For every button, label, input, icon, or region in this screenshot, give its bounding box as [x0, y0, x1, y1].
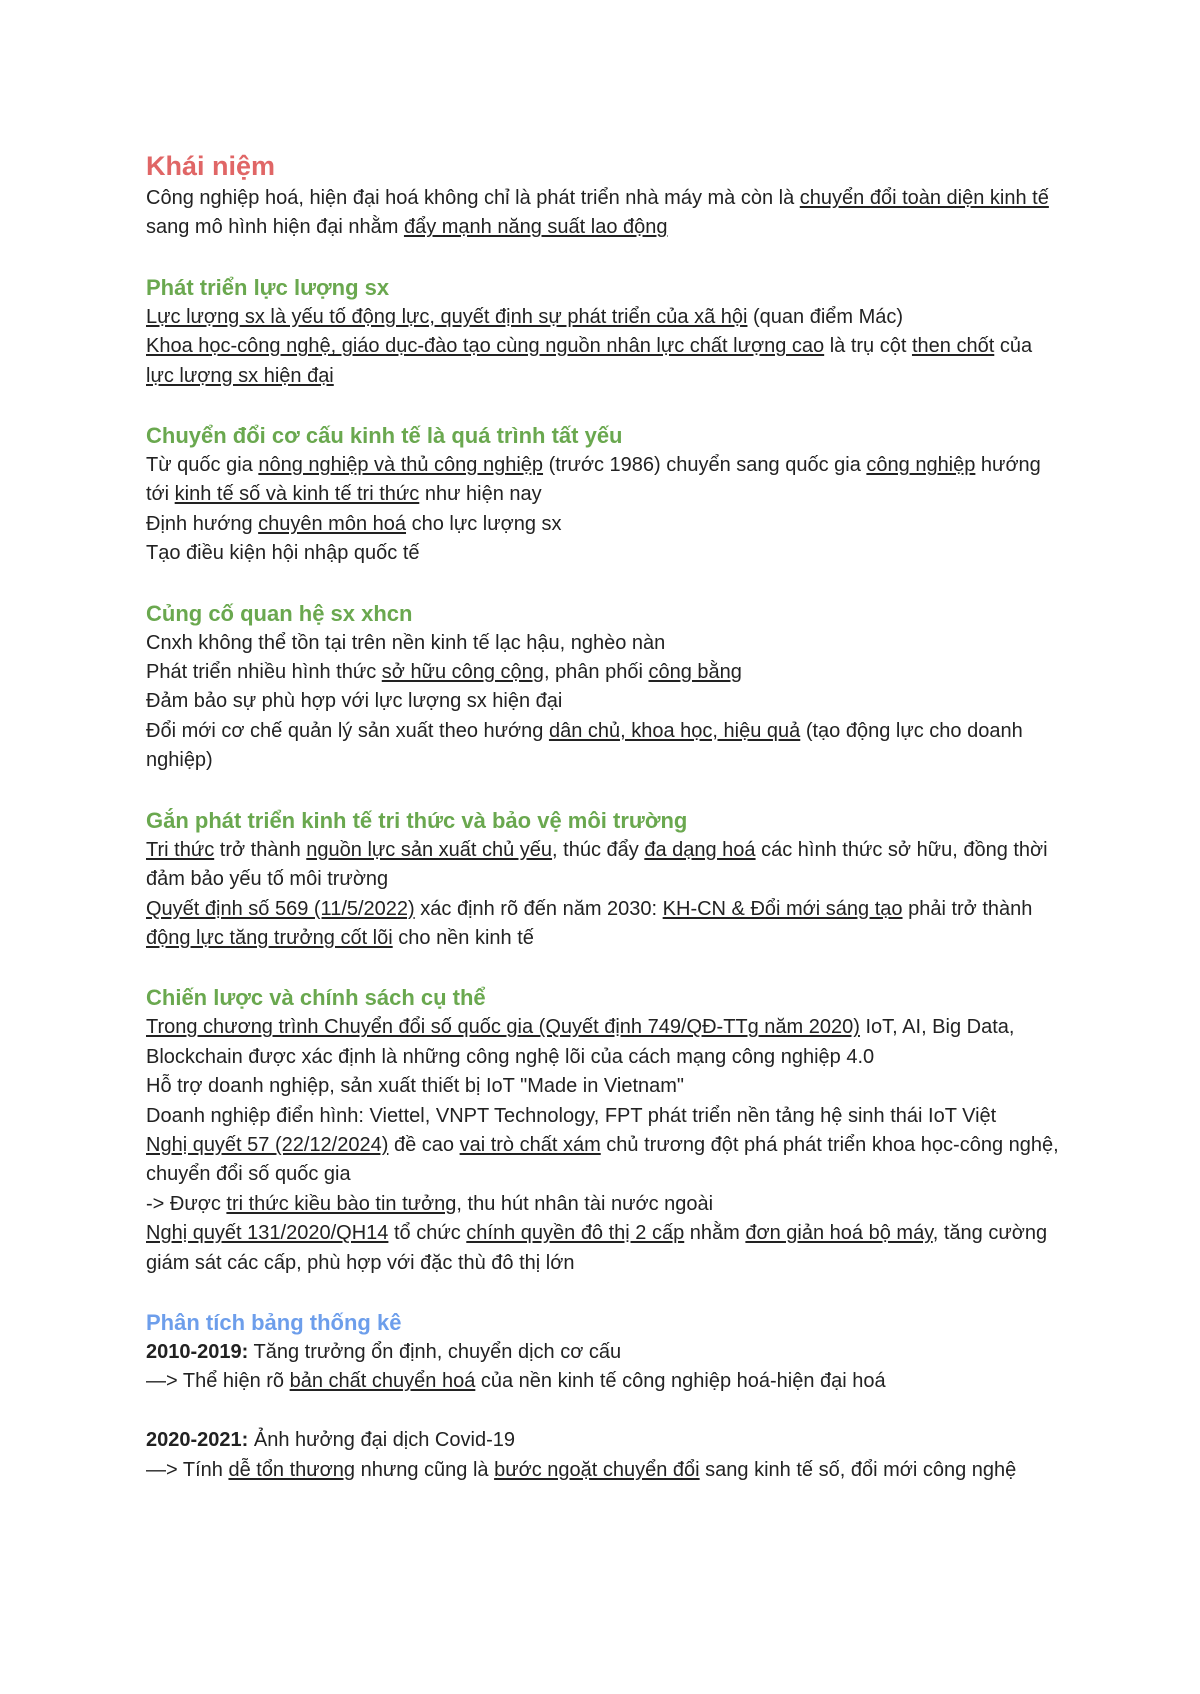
- text-run: , thu hút nhân tài nước ngoài: [456, 1192, 714, 1215]
- section-phan-tich: [146, 1308, 1064, 1485]
- underlined-text: nông nghiệp và thủ công nghiệp: [258, 454, 544, 477]
- paragraph: [146, 303, 1064, 332]
- text-run: —> Tính: [146, 1458, 229, 1481]
- paragraph: [146, 836, 1064, 895]
- section-title: Chuyển đổi cơ cấu kinh tế là quá trình tất yếu: [146, 423, 623, 449]
- text-run: , tăng cường giám sát các cấp, phù hợp với đặc thù đô thị lớn: [146, 1222, 1048, 1274]
- underlined-text: lực lượng sx hiện đại: [146, 364, 334, 387]
- text-run: Phát triển nhiều hình thức: [146, 661, 382, 684]
- paragraph: [146, 1131, 1064, 1190]
- text-run: cho nền kinh tế: [392, 926, 534, 949]
- paragraph: [146, 332, 1064, 391]
- paragraph: [146, 1456, 1064, 1485]
- text-run: sang kinh tế số, đổi mới công nghệ: [699, 1458, 1017, 1481]
- section-chuyen-doi-co-cau: [146, 421, 1064, 569]
- text-run: Ảnh hưởng đại dịch Covid-19: [248, 1429, 515, 1452]
- paragraph: Đảm bảo sự phù hợp với lực lượng sx hiện đại: [146, 690, 563, 713]
- text-run: Đổi mới cơ chế quản lý sản xuất theo hướng: [146, 719, 549, 742]
- text-run: của: [994, 335, 1033, 358]
- paragraph: [146, 1338, 1064, 1367]
- section-title: Củng cố quan hệ sx xhcn: [146, 600, 413, 626]
- underlined-text: Nghị quyết 57 (22/12/2024): [146, 1133, 389, 1156]
- text-run: IoT, AI, Big Data, Blockchain được xác định là những công nghệ lõi của cách mạng công nghiệp 4.0: [146, 1016, 1015, 1068]
- text-run: đề cao: [388, 1133, 460, 1156]
- section-title: Phân tích bảng thống kê: [146, 1309, 402, 1335]
- paragraph: [146, 1013, 1064, 1072]
- underlined-text: dễ tổn thương: [228, 1458, 356, 1481]
- underlined-text: Trong chương trình Chuyển đổi số quốc gia (Quyết định 749/QĐ-TTg năm 2020): [146, 1016, 860, 1039]
- underlined-text: KH-CN & Đổi mới sáng tạo: [662, 897, 903, 920]
- paragraph: [146, 1426, 1064, 1455]
- bold-text: 2020-2021:: [146, 1429, 249, 1452]
- paragraph: [146, 895, 1064, 954]
- text-run: phải trở thành: [902, 897, 1033, 920]
- text-run: trở thành: [214, 838, 307, 861]
- paragraph: Hỗ trợ doanh nghiệp, sản xuất thiết bị IoT "Made in Vietnam": [146, 1075, 685, 1098]
- underlined-text: chuyển đổi toàn diện kinh tế: [799, 187, 1049, 209]
- text-run: tổ chức: [388, 1222, 467, 1245]
- underlined-text: đa dạng hoá: [644, 838, 756, 861]
- underlined-text: kinh tế số và kinh tế tri thức: [174, 483, 420, 506]
- underlined-text: bước ngoặt chuyển đổi: [494, 1458, 700, 1481]
- text-run: các hình thức sở hữu, đồng thời đảm bảo yếu tố môi trường: [146, 838, 1048, 891]
- section-title: Gắn phát triển kinh tế tri thức và bảo vệ môi trường: [146, 807, 688, 833]
- text-run: Định hướng: [146, 512, 259, 535]
- underlined-text: vai trò chất xám: [459, 1133, 601, 1156]
- text-run: là trụ cột: [824, 335, 912, 358]
- text-run: chủ trương đột phá phát triển khoa học-công nghệ, chuyển đổi số quốc gia: [146, 1133, 1059, 1186]
- text-run: -> Được: [146, 1192, 227, 1215]
- section-title: Phát triển lực lượng sx: [146, 274, 390, 300]
- underlined-text: nguồn lực sản xuất chủ yếu: [306, 838, 553, 861]
- text-run: —> Thể hiện rõ: [146, 1370, 290, 1393]
- underlined-text: sở hữu công cộng: [381, 661, 544, 684]
- paragraph: [146, 1219, 1064, 1278]
- underlined-text: chính quyền đô thị 2 cấp: [466, 1222, 685, 1245]
- bold-text: 2010-2019:: [146, 1340, 249, 1363]
- text-run: , phân phối: [543, 661, 649, 684]
- section-luc-luong-sx: [146, 273, 1064, 391]
- underlined-text: động lực tăng trưởng cốt lõi: [146, 926, 393, 949]
- paragraph: [146, 451, 1064, 510]
- underlined-text: đẩy mạnh năng suất lao động: [403, 216, 668, 239]
- paragraph: Tạo điều kiện hội nhập quốc tế: [146, 542, 420, 565]
- text-run: nhưng cũng là: [355, 1458, 495, 1481]
- paragraph: [146, 1190, 1064, 1219]
- text-run: , thúc đẩy: [552, 838, 645, 861]
- underlined-text: công bằng: [648, 661, 742, 684]
- text-run: Công nghiệp hoá, hiện đại hoá không chỉ là phát triển nhà máy mà còn là: [146, 187, 800, 209]
- text-run: (tạo động lực cho doanh nghiệp): [146, 719, 1023, 772]
- section-quan-he-sx: [146, 599, 1064, 776]
- section-khai-niem: [146, 148, 1064, 243]
- section-chien-luoc: [146, 983, 1064, 1278]
- underlined-text: Nghị quyết 131/2020/QH14: [146, 1222, 389, 1245]
- text-run: sang mô hình hiện đại nhằm: [146, 216, 404, 239]
- underlined-text: chuyên môn hoá: [258, 512, 407, 535]
- underlined-text: đơn giản hoá bộ máy: [745, 1222, 933, 1245]
- text-run: nhằm: [684, 1222, 746, 1245]
- paragraph: [146, 1367, 1064, 1396]
- text-run: (trước 1986) chuyển sang quốc gia: [543, 454, 867, 477]
- paragraph: [146, 717, 1064, 776]
- paragraph: [146, 184, 1064, 243]
- underlined-text: Lực lượng sx là yếu tố động lực, quyết định sự phát triển của xã hội: [146, 305, 748, 328]
- paragraph: Doanh nghiệp điển hình: Viettel, VNPT Technology, FPT phát triển nền tảng hệ sinh thái IoT Việt: [146, 1104, 997, 1127]
- blank-line: [146, 1397, 1064, 1426]
- text-run: hướng tới: [146, 454, 1041, 506]
- text-run: như hiện nay: [419, 483, 542, 506]
- underlined-text: Khoa học-công nghệ, giáo dục-đào tạo cùng nguồn nhân lực chất lượng cao: [146, 335, 825, 358]
- underlined-text: tri thức kiều bào tin tưởng: [226, 1192, 457, 1215]
- underlined-text: then chốt: [911, 335, 995, 358]
- section-title: Chiến lược và chính sách cụ thể: [146, 985, 486, 1011]
- underlined-text: Tri thức: [146, 838, 215, 861]
- paragraph: [146, 658, 1064, 687]
- text-run: cho lực lượng sx: [406, 512, 562, 535]
- underlined-text: bản chất chuyển hoá: [289, 1370, 476, 1393]
- section-kinh-te-tri-thuc: [146, 806, 1064, 954]
- underlined-text: Quyết định số 569 (11/5/2022): [146, 897, 415, 920]
- paragraph: [146, 510, 1064, 539]
- section-title: Khái niệm: [146, 151, 276, 181]
- paragraph: Cnxh không thể tồn tại trên nền kinh tế lạc hậu, nghèo nàn: [146, 631, 666, 654]
- underlined-text: công nghiệp: [866, 454, 976, 477]
- underlined-text: dân chủ, khoa học, hiệu quả: [548, 719, 801, 742]
- text-run: của nền kinh tế công nghiệp hoá-hiện đại hoá: [475, 1370, 886, 1393]
- text-run: Từ quốc gia: [146, 454, 259, 477]
- text-run: xác định rõ đến năm 2030:: [414, 897, 663, 920]
- text-run: (quan điểm Mác): [747, 305, 904, 328]
- text-run: Tăng trưởng ổn định, chuyển dịch cơ cấu: [248, 1340, 622, 1363]
